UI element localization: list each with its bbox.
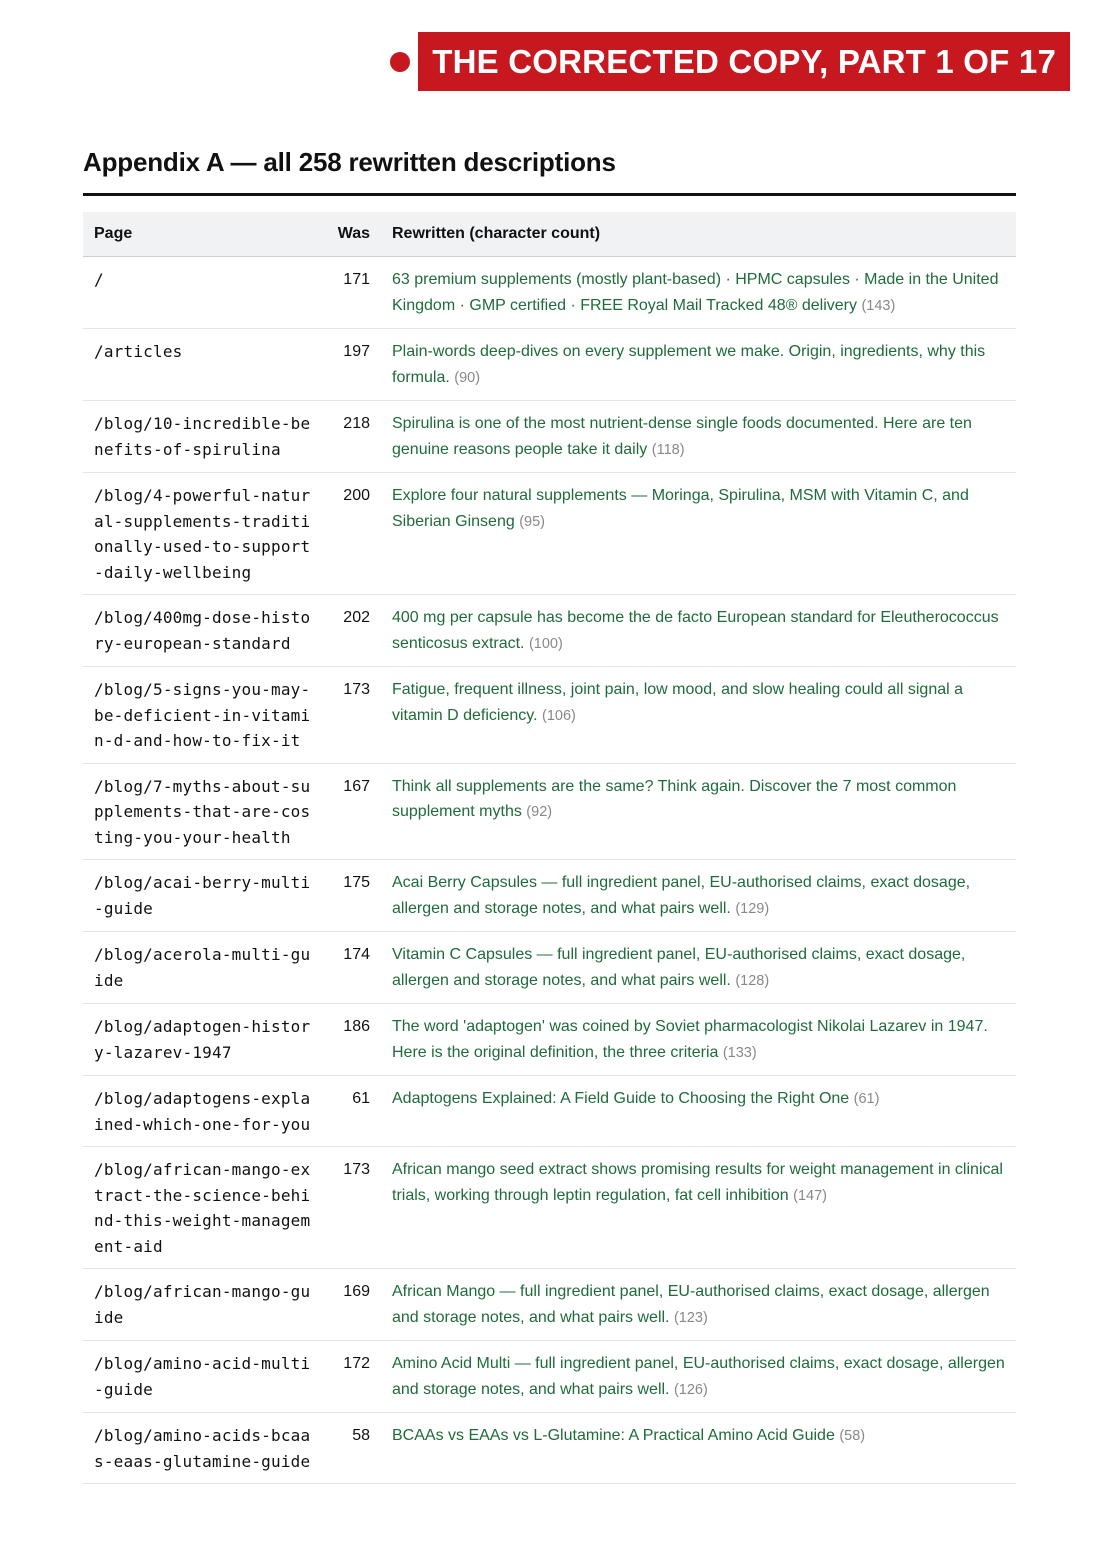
table-row — [83, 1413, 1016, 1484]
page-path: /blog/acerola-multi-guide — [83, 932, 322, 1004]
rewritten-text: Plain-words deep-dives on every supplement we make. Origin, ingredients, why this formula. — [392, 343, 986, 386]
new-character-count: (92) — [526, 804, 553, 820]
rewritten-description — [381, 1413, 1016, 1484]
new-character-count: (95) — [519, 513, 545, 530]
old-character-count: 200 — [322, 473, 381, 595]
new-character-count: (61) — [853, 1091, 880, 1107]
rewritten-description — [381, 1004, 1016, 1076]
rewritten-description — [381, 763, 1016, 860]
page-path: / — [83, 257, 322, 329]
table-row — [83, 257, 1016, 329]
old-character-count: 202 — [322, 595, 381, 667]
table-row — [83, 667, 1016, 764]
old-character-count: 218 — [322, 401, 381, 473]
rewritten-text: Fatigue, frequent illness, joint pain, low mood, and slow healing could all signal a vitamin D deficiency. — [392, 681, 964, 724]
rewritten-text: Explore four natural supplements — Moringa, Spirulina, MSM with Vitamin C, and Siberian Ginseng — [392, 487, 969, 530]
rewritten-text: 400 mg per capsule has become the de facto European standard for Eleutherococcus senticosus extract. — [392, 609, 999, 652]
table-row — [83, 329, 1016, 401]
rewritten-description — [381, 329, 1016, 401]
page-path: /blog/4-powerful-natural-supplements-traditionally-used-to-support-daily-wellbeing — [83, 473, 322, 595]
page-path: /blog/adaptogen-history-lazarev-1947 — [83, 1004, 322, 1076]
old-character-count: 61 — [322, 1076, 381, 1147]
rewritten-text: African Mango — full ingredient panel, EU-authorised claims, exact dosage, allergen and storage notes, and what pairs well. — [392, 1283, 990, 1326]
column-header-page: Page — [83, 212, 322, 257]
rewritten-description — [381, 595, 1016, 667]
table-row — [83, 1341, 1016, 1413]
old-character-count: 197 — [322, 329, 381, 401]
page-path: /blog/400mg-dose-history-european-standard — [83, 595, 322, 667]
new-character-count: (133) — [722, 1044, 757, 1061]
page-path: /blog/5-signs-you-may-be-deficient-in-vitamin-d-and-how-to-fix-it — [83, 667, 322, 764]
table-row — [83, 932, 1016, 1004]
rewritten-description — [381, 1076, 1016, 1147]
page-path: /articles — [83, 329, 322, 401]
rewritten-text: Adaptogens Explained: A Field Guide to Choosing the Right One — [392, 1090, 850, 1107]
rewritten-text: BCAAs vs EAAs vs L-Glutamine: A Practical Amino Acid Guide — [392, 1427, 835, 1444]
table-row — [83, 473, 1016, 595]
page-path: /blog/african-mango-extract-the-science-behind-this-weight-management-aid — [83, 1147, 322, 1269]
table-header-row — [83, 212, 1016, 257]
page-path: /blog/acai-berry-multi-guide — [83, 860, 322, 932]
rewritten-text: The word 'adaptogen' was coined by Soviet pharmacologist Nikolai Lazarev in 1947. Here is the original definition, the three criteria — [392, 1018, 988, 1061]
old-character-count: 167 — [322, 763, 381, 860]
rewritten-description — [381, 1269, 1016, 1341]
rewritten-description — [381, 257, 1016, 329]
new-character-count: (58) — [839, 1428, 866, 1444]
page-path: /blog/amino-acid-multi-guide — [83, 1341, 322, 1413]
old-character-count: 173 — [322, 1147, 381, 1269]
old-character-count: 174 — [322, 932, 381, 1004]
old-character-count: 186 — [322, 1004, 381, 1076]
old-character-count: 169 — [322, 1269, 381, 1341]
table-row — [83, 763, 1016, 860]
rewritten-description — [381, 1147, 1016, 1269]
table-row — [83, 1147, 1016, 1269]
banner-label: THE CORRECTED COPY, PART 1 OF 17 — [418, 32, 1070, 91]
new-character-count: (118) — [651, 441, 685, 458]
new-character-count: (147) — [793, 1187, 827, 1204]
column-header-rewritten: Rewritten (character count) — [381, 212, 1016, 257]
record-dot-icon — [390, 52, 410, 72]
page-path: /blog/african-mango-guide — [83, 1269, 322, 1341]
rewritten-text: Think all supplements are the same? Think again. Discover the 7 most common supplement myths — [392, 777, 957, 820]
old-character-count: 171 — [322, 257, 381, 329]
new-character-count: (129) — [735, 900, 770, 917]
old-character-count: 173 — [322, 667, 381, 764]
new-character-count: (123) — [673, 1309, 708, 1326]
descriptions-table — [83, 212, 1016, 1484]
table-row — [83, 1269, 1016, 1341]
rewritten-description — [381, 667, 1016, 764]
rewritten-text: Spirulina is one of the most nutrient-dense single foods documented. Here are ten genuine reasons people take it daily — [392, 415, 972, 458]
table-row — [83, 401, 1016, 473]
rewritten-description — [381, 473, 1016, 595]
heading-divider — [83, 193, 1016, 196]
page-path: /blog/adaptogens-explained-which-one-for-you — [83, 1076, 322, 1147]
rewritten-description — [381, 932, 1016, 1004]
rewritten-description — [381, 1341, 1016, 1413]
new-character-count: (128) — [735, 972, 770, 989]
rewritten-text: Vitamin C Capsules — full ingredient panel, EU-authorised claims, exact dosage, allergen and storage notes, and what pairs well. — [392, 946, 966, 989]
new-character-count: (143) — [861, 297, 896, 314]
banner — [390, 32, 1070, 91]
new-character-count: (100) — [528, 635, 563, 652]
page-path: /blog/amino-acids-bcaas-eaas-glutamine-guide — [83, 1413, 322, 1484]
table-row — [83, 860, 1016, 932]
rewritten-description — [381, 401, 1016, 473]
new-character-count: (106) — [541, 707, 576, 724]
rewritten-text: 63 premium supplements (mostly plant-based) · HPMC capsules · Made in the United Kingdom · GMP certified · FREE Royal Mail Tracked 48® delivery — [392, 271, 999, 314]
table-row — [83, 1004, 1016, 1076]
page-path: /blog/7-myths-about-supplements-that-are-costing-you-your-health — [83, 763, 322, 860]
rewritten-description — [381, 860, 1016, 932]
page-path: /blog/10-incredible-benefits-of-spirulina — [83, 401, 322, 473]
old-character-count: 175 — [322, 860, 381, 932]
old-character-count: 172 — [322, 1341, 381, 1413]
rewritten-text: Acai Berry Capsules — full ingredient panel, EU-authorised claims, exact dosage, allergen and storage notes, and what pairs well. — [392, 874, 971, 917]
rewritten-text: Amino Acid Multi — full ingredient panel, EU-authorised claims, exact dosage, allergen and storage notes, and what pairs well. — [392, 1355, 1005, 1398]
new-character-count: (90) — [454, 369, 481, 386]
old-character-count: 58 — [322, 1413, 381, 1484]
column-header-was: Was — [322, 212, 381, 257]
new-character-count: (126) — [673, 1381, 708, 1398]
rewritten-text: African mango seed extract shows promising results for weight management in clinical trials, working through leptin regulation, fat cell inhibition — [392, 1161, 1003, 1204]
page-title: Appendix A — all 258 rewritten descriptions — [83, 147, 616, 177]
table-row — [83, 1076, 1016, 1147]
table-row — [83, 595, 1016, 667]
